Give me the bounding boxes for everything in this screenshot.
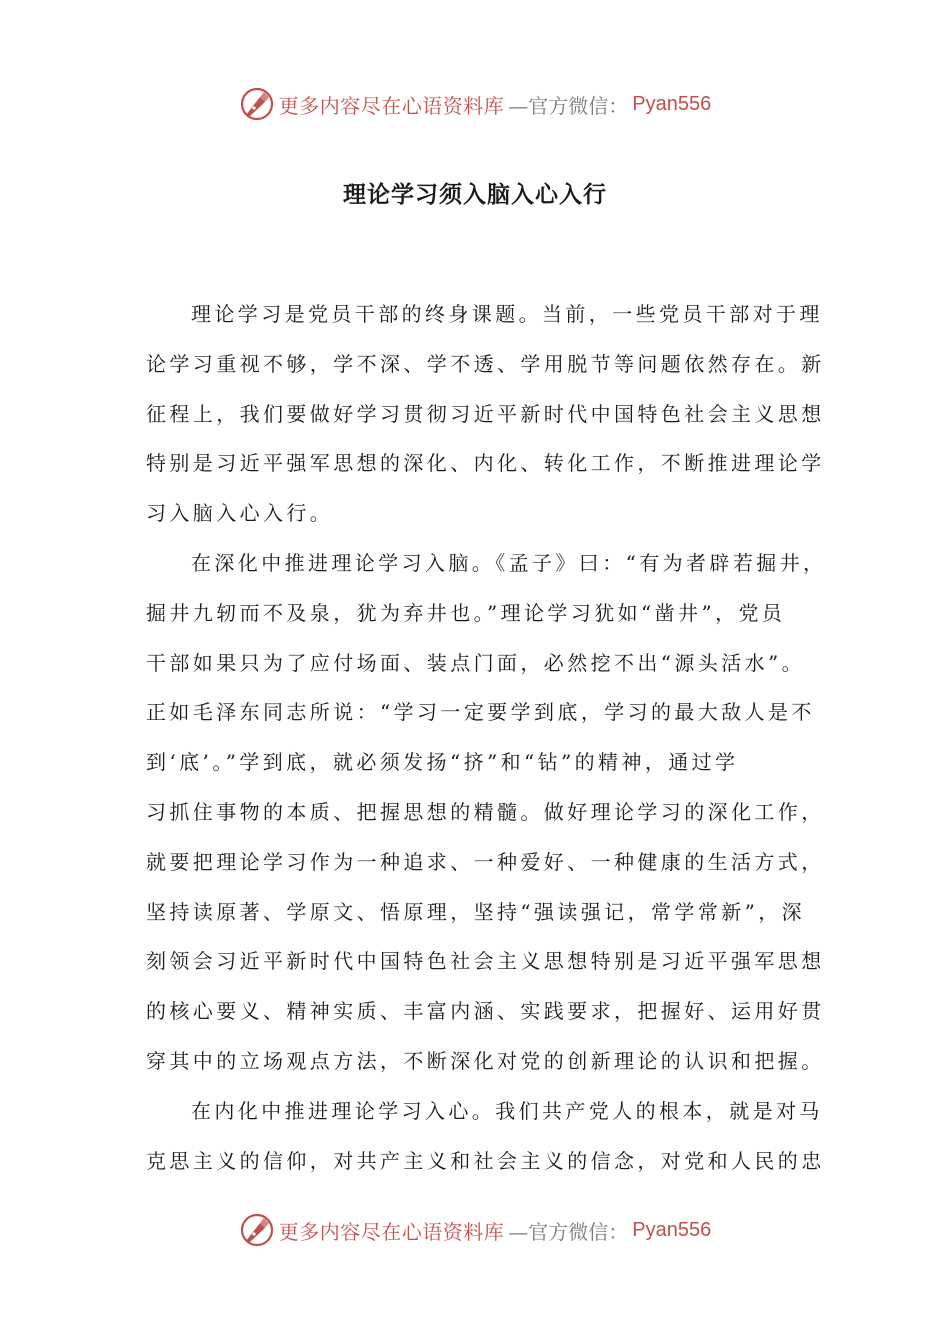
text-line: 征程上，我们要做好学习贯彻习近平新时代中国特色社会主义思想 (146, 401, 825, 426)
footer-banner (0, 1208, 950, 1252)
text-line: 刻领会习近平新时代中国特色社会主义思想特别是习近平强军思想 (146, 949, 825, 974)
text-line: 的核心要义、精神实质、丰富内涵、实践要求，把握好、运用好贯 (146, 999, 825, 1024)
pen-nib-logo-icon (239, 86, 275, 122)
banner-wechat-label: —官方微信： (508, 1219, 629, 1244)
text-line: 正如毛泽东同志所说：“学习一定要学到底，学习的最大敌人是不 (146, 700, 815, 725)
text-line: 论学习重视不够，学不深、学不透、学用脱节等问题依然存在。新 (146, 351, 825, 376)
text-line: 穿其中的立场观点方法，不断深化对党的创新理论的认识和把握。 (146, 1048, 825, 1073)
text-line: 习抓住事物的本质、把握思想的精髓。做好理论学习的深化工作， (146, 799, 825, 824)
text-line: 掘井九轫而不及泉，犹为弃井也。”理论学习犹如“凿井”，党员 (146, 600, 786, 625)
document-title: 理论学习须入脑入心入行 (343, 182, 607, 208)
text-line: 特别是习近平强军思想的深化、内化、转化工作，不断推进理论学 (146, 451, 825, 476)
pen-nib-logo-icon (239, 1212, 275, 1248)
text-line: 克思主义的信仰，对共产主义和社会主义的信念，对党和人民的忠 (146, 1148, 825, 1173)
banner-wechat-id: Pyan556 (632, 1218, 712, 1241)
text-line: 就要把理论学习作为一种追求、一种爱好、一种健康的生活方式， (146, 849, 825, 874)
text-line: 理论学习是党员干部的终身课题。当前，一些党员干部对于理 (191, 302, 823, 326)
banner-content (239, 1212, 711, 1248)
banner-promo-text: 更多内容尽在心语资料库 (278, 1219, 505, 1244)
banner-content (239, 86, 711, 122)
banner-promo-text: 更多内容尽在心语资料库 (278, 93, 505, 118)
banner-wechat-label: —官方微信： (508, 93, 629, 118)
text-line: 在深化中推进理论学习入脑。《孟子》曰：“有为者辟若掘井， (191, 550, 827, 575)
banner-wechat-id: Pyan556 (632, 92, 712, 115)
text-line: 习入脑入心入行。 (146, 501, 334, 526)
header-banner (0, 82, 950, 126)
text-line: 坚持读原著、学原文、悟原理，坚持“强读强记，常学常新”，深 (146, 899, 806, 924)
text-line: 干部如果只为了应付场面、装点门面，必然挖不出“源头活水”。 (146, 650, 806, 675)
text-line: 在内化中推进理论学习入心。我们共产党人的根本，就是对马 (191, 1098, 823, 1123)
text-line: 到‘底’。”学到底，就必须发扬“挤”和“钻”的精神，通过学 (146, 750, 739, 775)
document-body (146, 290, 827, 1186)
